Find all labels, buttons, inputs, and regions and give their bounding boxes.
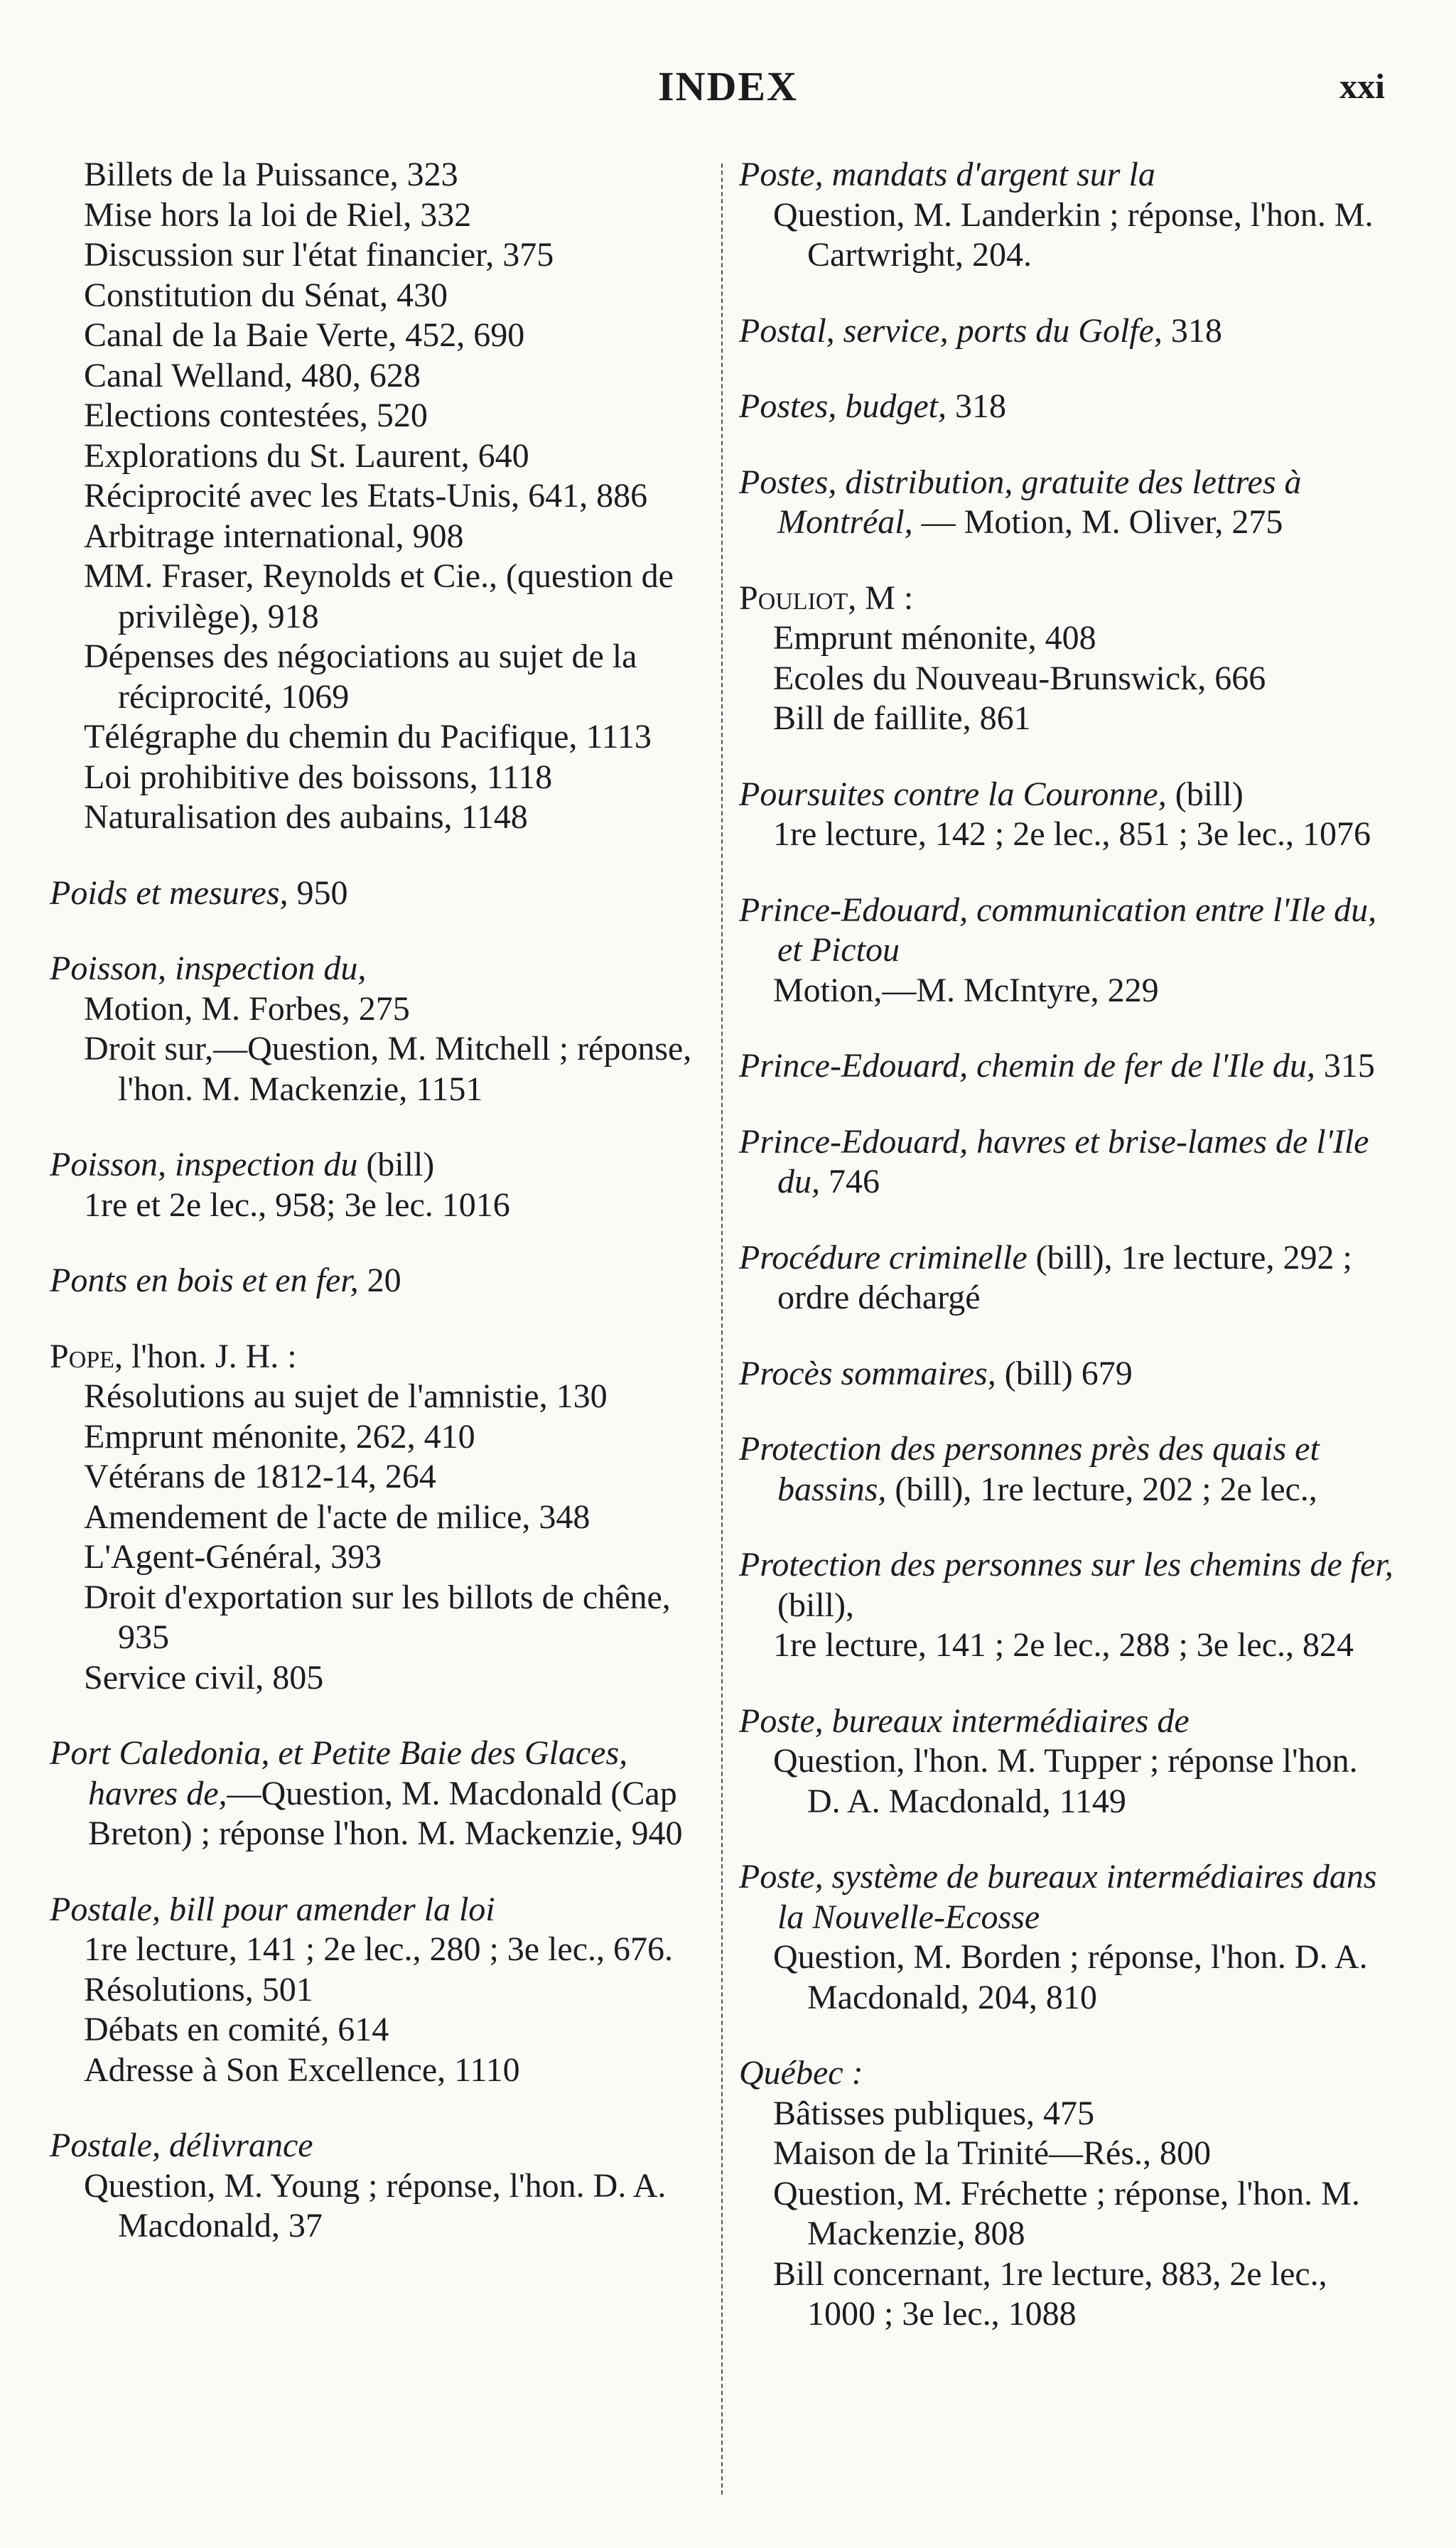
index-subentry: Naturalisation des aubains, 1148 — [84, 798, 528, 836]
index-subentry: Emprunt ménonite, 408 — [773, 619, 1096, 657]
index-entry — [739, 1702, 1396, 1822]
index-heading — [739, 1122, 1396, 1203]
index-heading — [739, 311, 1396, 352]
heading-rest: 950 — [288, 873, 348, 912]
heading-italic: Postes, budget, — [739, 387, 947, 425]
index-heading — [50, 1261, 707, 1301]
index-heading — [739, 2053, 1396, 2094]
heading-italic: Poisson, inspection du — [50, 1146, 358, 1183]
index-entry — [739, 891, 1396, 1011]
index-subentry: Débats en comité, 614 — [84, 2011, 389, 2048]
index-entry — [739, 775, 1396, 855]
heading-italic: Ponts en bois et en fer, — [50, 1262, 359, 1299]
heading-italic: Postes, distribution, gratuite des lettres à Montréal, — [739, 463, 1302, 541]
index-subentry: Question, M. Borden ; réponse, l'hon. D. A. Macdonald, 204, 810 — [773, 1938, 1368, 2016]
index-entry — [739, 1122, 1396, 1203]
column-divider — [721, 163, 723, 2495]
index-entry — [50, 1261, 707, 1301]
heading-rest: 318 — [946, 387, 1006, 425]
index-entry — [739, 1857, 1396, 2018]
index-subentry: Bill concernant, 1re lecture, 883, 2e lec., 1000 ; 3e lec., 1088 — [773, 2254, 1327, 2333]
index-heading — [739, 579, 1396, 619]
index-heading — [739, 1238, 1396, 1318]
index-entry — [739, 2053, 1396, 2335]
index-entry — [739, 155, 1396, 276]
heading-rest: 746 — [820, 1163, 880, 1200]
index-column-right — [739, 155, 1396, 2335]
index-entry — [739, 463, 1396, 543]
heading-italic: Postale, bill pour amender la loi — [50, 1890, 495, 1928]
index-entry — [739, 579, 1396, 739]
index-heading — [50, 1733, 707, 1854]
heading-rest: 315 — [1315, 1047, 1375, 1085]
index-subentry: Vétérans de 1812-14, 264 — [84, 1458, 436, 1495]
index-entry — [50, 1733, 707, 1854]
heading-rest: — Motion, M. Oliver, 275 — [912, 503, 1283, 541]
heading-italic: Procédure criminelle — [739, 1238, 1028, 1276]
index-subentry: L'Agent-Général, 393 — [84, 1538, 382, 1576]
index-heading — [50, 1890, 707, 1930]
heading-name: Pouliot — [739, 579, 848, 617]
index-subentry: Télégraphe du chemin du Pacifique, 1113 — [84, 718, 652, 756]
heading-rest: (bill) — [357, 1146, 435, 1183]
index-subentry: Emprunt ménonite, 262, 410 — [84, 1417, 475, 1456]
heading-italic: Prince-Edouard, chemin de fer de l'Ile du, — [739, 1047, 1315, 1085]
index-subentry: Motion,—M. McIntyre, 229 — [773, 971, 1159, 1009]
index-heading — [50, 1145, 707, 1186]
index-subentry: Dépenses des négociations au sujet de la réciprocité, 1069 — [84, 638, 637, 716]
heading-rest: —Question, M. Macdonald (Cap Breton) ; réponse l'hon. M. Mackenzie, 940 — [88, 1774, 683, 1852]
index-subentry: Question, M. Fréchette ; réponse, l'hon. M. Mackenzie, 808 — [773, 2174, 1360, 2252]
index-column-left — [50, 155, 707, 2247]
index-subentry: MM. Fraser, Reynolds et Cie., (question de privilège), 918 — [84, 557, 674, 635]
index-heading — [739, 155, 1396, 195]
heading-name: Pope — [50, 1337, 114, 1375]
index-subentry: Amendement de l'acte de milice, 348 — [84, 1498, 591, 1536]
index-subentry: 1re lecture, 141 ; 2e lec., 288 ; 3e lec., 824 — [773, 1626, 1354, 1664]
heading-rest: (bill), 1re lecture, 292 ; ordre déchargé — [777, 1238, 1352, 1316]
index-entry — [50, 1337, 707, 1699]
index-heading — [739, 1545, 1396, 1625]
index-heading — [739, 775, 1396, 815]
index-subentry: Question, M. Young ; réponse, l'hon. D. A. Macdonald, 37 — [84, 2166, 667, 2245]
index-subentry: Ecoles du Nouveau-Brunswick, 666 — [773, 659, 1266, 697]
index-subentry: Bill de faillite, 861 — [773, 699, 1031, 737]
index-subentry: Motion, M. Forbes, 275 — [84, 989, 410, 1028]
heading-italic: Port Caledonia, et Petite Baie des Glaces, havres de, — [50, 1734, 628, 1812]
index-entry — [739, 1046, 1396, 1087]
index-heading — [739, 1429, 1396, 1510]
heading-italic: Prince-Edouard, communication entre l'Ile du, et Pictou — [739, 891, 1377, 969]
heading-rest: (bill), 1re lecture, 202 ; 2e lec., — [886, 1470, 1317, 1508]
heading-rest: (bill) 679 — [996, 1354, 1133, 1392]
index-subentry: Arbitrage international, 908 — [84, 517, 464, 555]
heading-italic: Protection des personnes près des quais et bassins, — [739, 1430, 1320, 1508]
index-subentry: Résolutions au sujet de l'amnistie, 130 — [84, 1377, 608, 1415]
index-heading — [739, 1702, 1396, 1742]
index-entry — [739, 311, 1396, 352]
index-subentry: Maison de la Trinité—Rés., 800 — [773, 2134, 1212, 2172]
index-heading — [50, 1337, 707, 1377]
index-heading — [50, 873, 707, 914]
heading-italic: Québec : — [739, 2054, 863, 2092]
index-entry — [739, 387, 1396, 427]
heading-rest: 318 — [1162, 311, 1222, 350]
index-heading — [739, 387, 1396, 427]
heading-italic: Poste, mandats d'argent sur la — [739, 156, 1155, 193]
heading-rest: 20 — [358, 1262, 401, 1299]
index-heading — [739, 1046, 1396, 1087]
index-heading — [50, 2126, 707, 2166]
index-subentry: Explorations du St. Laurent, 640 — [84, 436, 529, 475]
heading-italic: Prince-Edouard, havres et brise-lames de l'Ile du, — [739, 1122, 1369, 1200]
heading-italic: Poisson, inspection du, — [50, 950, 367, 987]
heading-rest: , l'hon. J. H. : — [114, 1337, 297, 1375]
index-subentry: Elections contestées, 520 — [84, 397, 428, 434]
index-subentry: Canal de la Baie Verte, 452, 690 — [84, 316, 525, 354]
index-entry — [50, 155, 707, 838]
index-subentry: Résolutions, 501 — [84, 1970, 313, 2009]
index-subentry: Canal Welland, 480, 628 — [84, 356, 421, 394]
page-number: xxi — [1339, 66, 1385, 106]
index-subentry: Service civil, 805 — [84, 1658, 324, 1697]
index-subentry: Billets de la Puissance, 323 — [84, 156, 458, 193]
heading-italic: Postal, service, ports du Golfe, — [739, 311, 1163, 350]
heading-italic: Poste, système de bureaux intermédiaires dans la Nouvelle-Ecosse — [739, 1858, 1377, 1936]
index-subentry: 1re lecture, 141 ; 2e lec., 280 ; 3e lec., 676. — [84, 1930, 674, 1968]
index-subentry: Discussion sur l'état financier, 375 — [84, 236, 554, 274]
heading-rest: , M : — [848, 579, 914, 617]
index-entry — [50, 949, 707, 1109]
index-entry — [739, 1354, 1396, 1394]
index-heading — [739, 1354, 1396, 1394]
heading-italic: Poste, bureaux intermédiaires de — [739, 1702, 1190, 1740]
index-subentry: Droit sur,—Question, M. Mitchell ; réponse, l'hon. M. Mackenzie, 1151 — [84, 1030, 692, 1108]
index-subentry: Bâtisses publiques, 475 — [773, 2094, 1094, 2132]
index-subentry: Constitution du Sénat, 430 — [84, 276, 448, 314]
index-subentry: 1re lecture, 142 ; 2e lec., 851 ; 3e lec., 1076 — [773, 815, 1371, 853]
index-entry — [739, 1238, 1396, 1318]
heading-italic: Protection des personnes sur les chemins de fer, — [739, 1546, 1393, 1584]
index-entry — [50, 1890, 707, 2091]
index-heading — [50, 949, 707, 989]
index-subentry: Question, l'hon. M. Tupper ; réponse l'hon. D. A. Macdonald, 1149 — [773, 1742, 1358, 1820]
page-header — [0, 63, 1456, 127]
heading-rest: (bill) — [1166, 775, 1244, 813]
index-entry — [50, 2126, 707, 2247]
index-subentry: Loi prohibitive des boissons, 1118 — [84, 758, 553, 796]
heading-italic: Postale, délivrance — [50, 2127, 313, 2164]
index-entry — [739, 1545, 1396, 1666]
index-heading — [739, 891, 1396, 971]
index-heading — [739, 1857, 1396, 1937]
index-subentry: Droit d'exportation sur les billots de chêne, 935 — [84, 1578, 671, 1656]
page-title: INDEX — [658, 63, 798, 109]
index-heading — [739, 463, 1396, 543]
index-subentry: 1re et 2e lec., 958; 3e lec. 1016 — [84, 1186, 510, 1224]
index-entry — [50, 1145, 707, 1225]
index-subentry: Mise hors la loi de Riel, 332 — [84, 195, 472, 234]
index-entry — [739, 1429, 1396, 1510]
heading-rest: (bill), — [777, 1586, 854, 1624]
index-subentry: Adresse à Son Excellence, 1110 — [84, 2050, 520, 2089]
index-subentry: Question, M. Landerkin ; réponse, l'hon. M. Cartwright, 204. — [773, 195, 1374, 274]
heading-italic: Poids et mesures, — [50, 873, 288, 912]
heading-italic: Procès sommaires, — [739, 1354, 996, 1392]
index-subentry: Réciprocité avec les Etats-Unis, 641, 886 — [84, 477, 648, 515]
heading-italic: Poursuites contre la Couronne, — [739, 775, 1167, 813]
index-entry — [50, 873, 707, 914]
